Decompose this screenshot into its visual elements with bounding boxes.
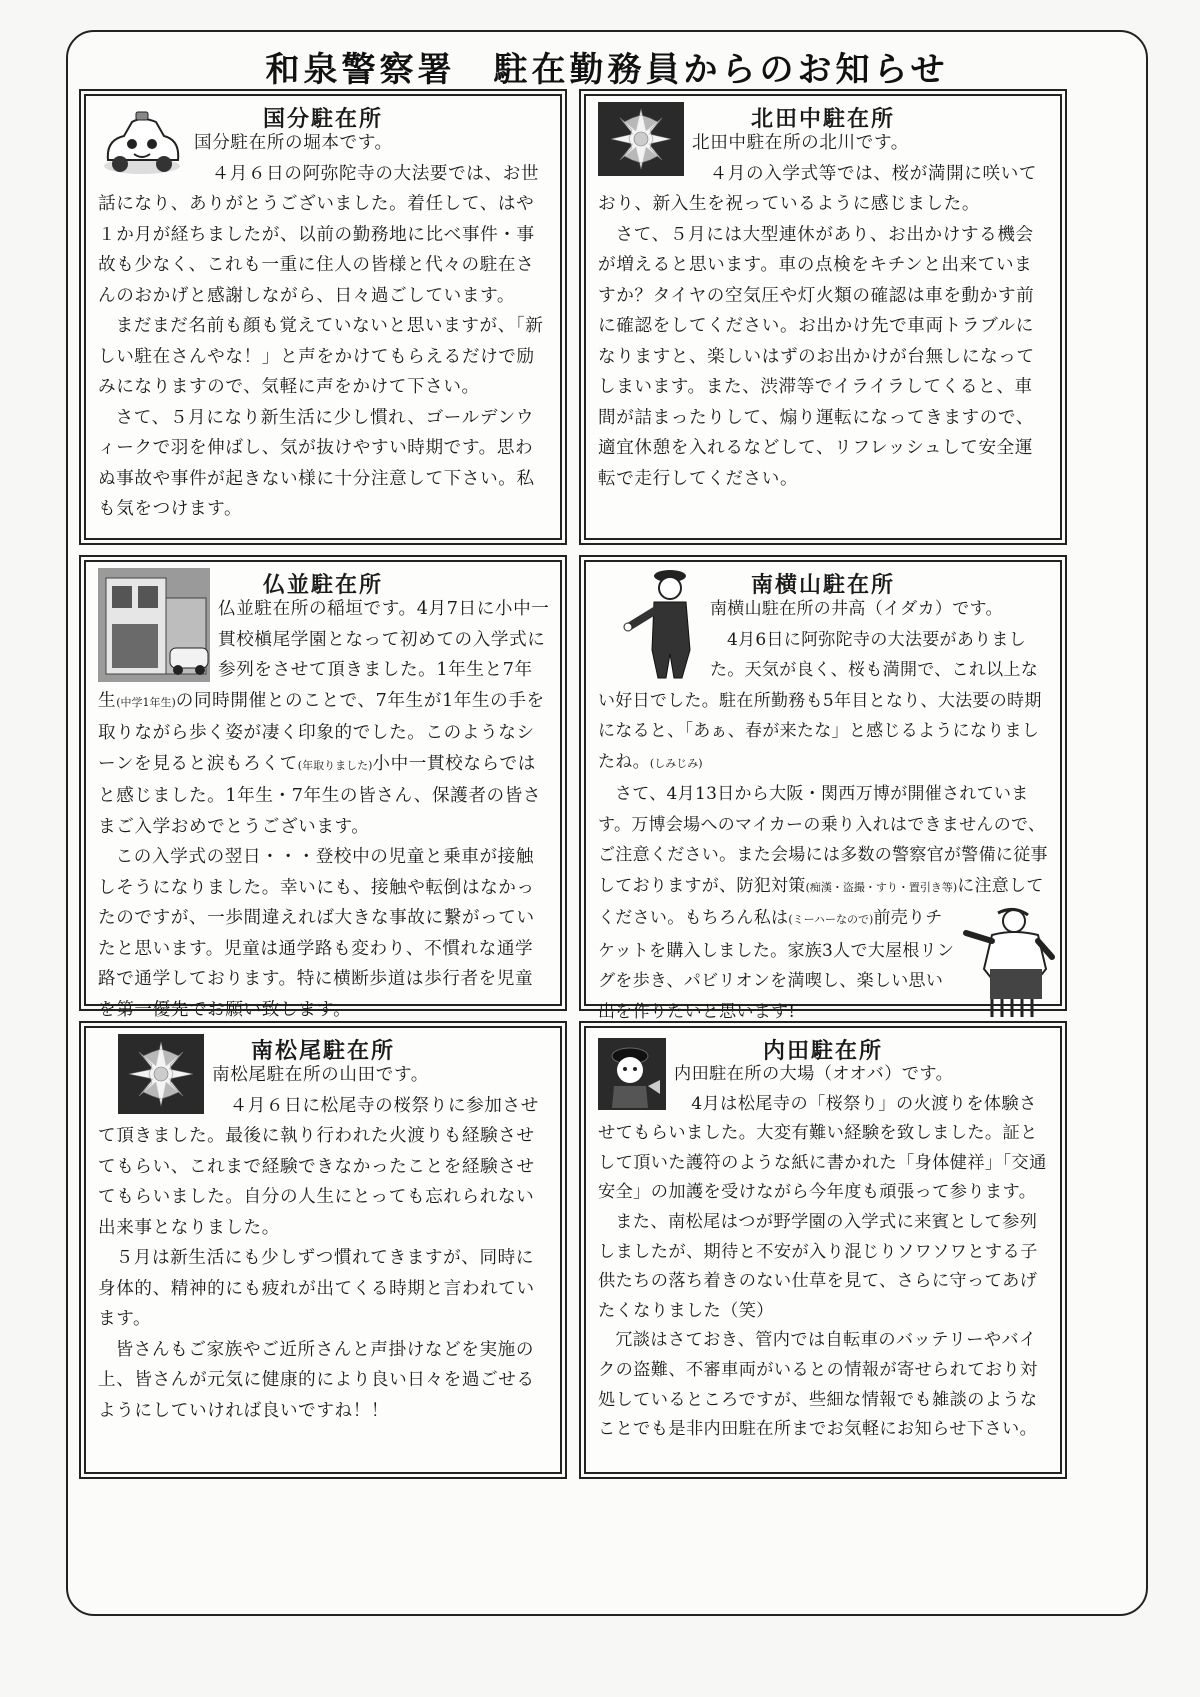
box-body: [586, 128, 1060, 494]
box-body: [586, 594, 1060, 1027]
box-body: [86, 128, 560, 525]
text: の同時開催とのことで、7年生が1年生の手を取りながら歩く姿が凄く印象的でした。このようなシーンを見ると涙もろくて: [98, 690, 545, 774]
text: さて、4月13日から大阪・関西万博が開催されています。万博会場へのマイカーの乗り入れはできませんので、ご注意ください。また会場には多数の警察官が警備に従事しておりますが、防犯対策: [598, 784, 1048, 896]
paragraph: ４月６日に松尾寺の桜祭りに参加させて頂きました。最後に執り行われた火渡りも経験させてもらい、これまで経験できなかったことを経験させてもらいました。自分の人生にとっても忘れられない出来事となりました。: [98, 1095, 539, 1238]
paragraph: 南松尾駐在所の山田です。: [212, 1065, 429, 1085]
box-kitatanaka: [584, 94, 1062, 540]
text: に注意してください。もちろん私は: [598, 875, 1044, 928]
box-title: 北田中駐在所: [750, 107, 895, 132]
text: 4月6日に阿弥陀寺の大法要がありました。天気が良く、桜も満開で、これ以上ない好日でした。駐在所勤務も5年目となり、大法要の時期になると、「あぁ、春が来たな」と感じるようになりましたね。: [598, 629, 1042, 772]
paragraph: ４月６日の阿弥陀寺の大法要では、お世話になり、ありがとうございました。着任して、はや１か月が経ちましたが、以前の勤務地に比べ事件・事故も少なく、これも一重に住人の皆様と代々の駐在さんのおかげと感謝しながら、日々過ごしています。: [98, 163, 540, 306]
police-emblem-icon: [598, 102, 684, 176]
paragraph: 南横山駐在所の井高（イダカ）です。: [710, 599, 1003, 619]
box-minamimatsuo: [84, 1026, 562, 1474]
box-title: 南横山駐在所: [750, 573, 895, 598]
paragraph: まだまだ名前も顔も覚えていないと思いますが、「新しい駐在さんやな！」と声をかけてもらえるだけで励みになりますので、気軽に声をかけて下さい。: [98, 316, 544, 397]
police-mascot-icon: [598, 1038, 666, 1110]
paragraph: この入学式の翌日・・・登校中の児童と乗車が接触しそうになりました。幸いにも、接触や転倒はなかったのですが、一歩間違えれば大きな事故に繋がっていたと思います。児童は通学路も変わり、不慣れな通学路で通学しております。特に横断歩道は歩行者を児童を第一優先でお願い致します。: [98, 847, 535, 1020]
box-uchida: [584, 1026, 1062, 1474]
paragraph: 冗談はさておき、管内では自転車のバッテリーやバイクの盗難、不審車両がいるとの情報が寄せられており対処しているところですが、些細な情報でも雑談のようなことでも是非内田駐在所までお気軽にお知らせ下さい。: [598, 1330, 1038, 1440]
box-title: 国分駐在所: [262, 107, 383, 132]
police-emblem-icon: [118, 1034, 204, 1114]
paragraph: [598, 779, 1050, 1027]
box-title: 内田駐在所: [762, 1039, 883, 1064]
paragraph: 皆さんもご家族やご近所さんと声掛けなどを実施の上、皆さんが元気に健康的により良い日々を過ごせるようにしていければ良いですね！！: [98, 1339, 535, 1421]
box-kokubu: [84, 94, 562, 540]
paragraph: ４月の入学式等では、桜が満開に咲いており、新入生を祝っているように感じました。: [598, 163, 1038, 214]
police-car-mascot-icon: [98, 106, 186, 180]
paragraph: ５月は新生活にも少しずつ慣れてきますが、同時に身体的、精神的にも疲れが出てくる時期と言われています。: [98, 1248, 535, 1329]
paragraph: 北田中駐在所の北川です。: [692, 133, 909, 153]
paragraph: さて、５月になり新生活に少し慣れ、ゴールデンウィークで羽を伸ばし、気が抜けやすい時期です。思わぬ事故や事件が起きない様に十分注意して下さい。私も気をつけます。: [98, 407, 535, 519]
police-box-photo: [98, 568, 210, 682]
box-body: [586, 1060, 1060, 1445]
text: 小中一貫校ならではと感じました。1年生・7年生の皆さん、保護者の皆さまご入学おめでとうございます。: [98, 753, 542, 837]
box-minamiyokoyama: [584, 560, 1062, 1022]
paragraph: 内田駐在所の大場（オオバ）です。: [674, 1064, 954, 1084]
note: (しみじみ): [649, 756, 703, 770]
notice-sheet: [66, 30, 1148, 1616]
page-title: 和泉警察署 駐在勤務員からのお知らせ: [265, 50, 949, 90]
sumo-wrestler-illustration: [962, 907, 1054, 1019]
box-body: [86, 1060, 560, 1426]
police-officer-illustration: [624, 566, 704, 684]
text: 仏並駐在所の稲垣です。4月7日に小中一貫校槇尾学園となって初めての入学式に参列をさせて頂きました。1年生と7年生: [98, 599, 550, 711]
box-body: [86, 594, 560, 1025]
box-title: 仏並駐在所: [262, 573, 383, 598]
paragraph: さて、５月には大型連休があり、お出かけする機会が増えると思います。車の点検をキチンと出来ていますか？タイヤの空気圧や灯火類の確認は車を動かす前に確認をしてください。お出かけ先で車両トラブルになりますと、楽しいはずのお出かけが台無しになってしまいます。また、渋滞等でイライラしてくると、車間が詰まったりして、煽り運転になってきますので、適宜休憩を入れるなどして、リフレッシュして安全運転で走行してください。: [598, 224, 1035, 489]
paragraph: また、南松尾はつが野学園の入学式に来賓として参列しましたが、期待と不安が入り混じりソワソワとする子供たちの落ち着きのない仕草を見て、さらに守ってあげたくなりました（笑）: [598, 1211, 1038, 1321]
note: (年取りました): [297, 758, 373, 772]
note: (ミーハーなので): [788, 913, 874, 926]
paragraph: 国分駐在所の堀本です。: [194, 133, 393, 153]
note: (中学1年生): [116, 695, 176, 709]
note: (痴漢・盗撮・すり・置引き等): [805, 880, 958, 894]
paragraph: 4月は松尾寺の「桜祭り」の火渡りを体験させてもらいました。大変有難い経験を致しました。証として頂いた護符のような紙に書かれた「身体健祥」「交通安全」の加護を受けながら今年度も頑張って参ります。: [598, 1093, 1047, 1203]
text: 前売りチケットを購入しました。家族3人で大屋根リングを歩き、パビリオンを満喫し、楽しい思い出を作りたいと思います!: [598, 908, 955, 1022]
box-title: 南松尾駐在所: [250, 1039, 395, 1064]
box-butsunami: [84, 560, 562, 1020]
